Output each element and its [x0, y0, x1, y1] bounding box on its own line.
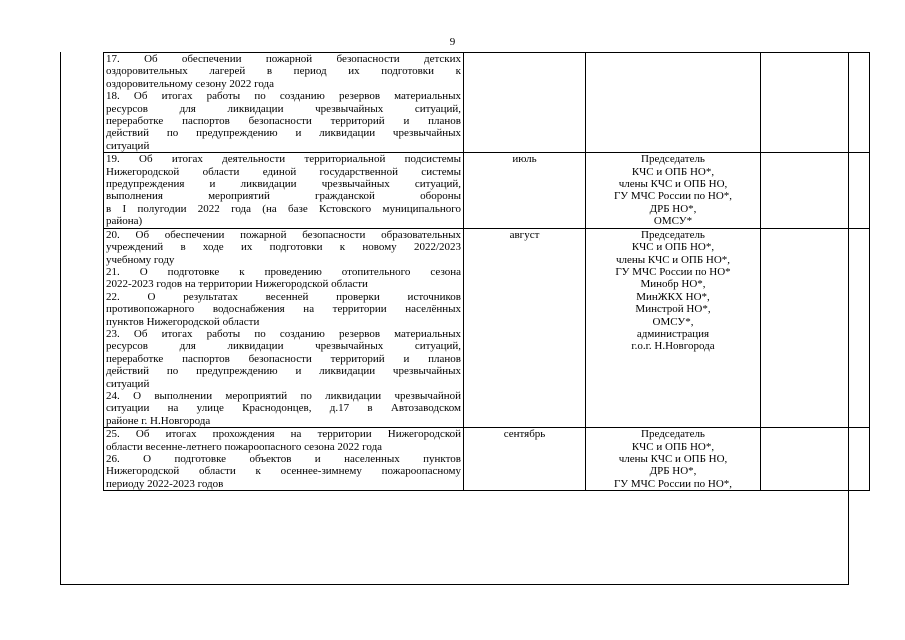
responsible-line: члены КЧС и ОПБ НО*, [615, 253, 731, 266]
agenda-text-line: противопожарного водоснабжения на территории населённых [106, 303, 461, 316]
agenda-text-line: периоду 2022-2023 годов [106, 477, 224, 490]
note-cell [761, 153, 870, 228]
agenda-text-line: выполнения мероприятий гражданской обороны [106, 190, 461, 203]
agenda-text-line: предупреждения и ликвидации чрезвычайных ситуаций, [106, 178, 461, 191]
responsible-cell [586, 228, 761, 428]
responsible-line: КЧС и ОПБ НО*, [631, 165, 715, 178]
agenda-text-line: Нижегородской области к осеннее-зимнему пожароопасному [106, 465, 461, 478]
agenda-text-line: 23. Об итогах работы по созданию резервов материальных [106, 327, 461, 340]
agenda-text-line: 21. О подготовке к проведению отопительного сезона [106, 265, 461, 278]
agenda-text-line: района) [106, 215, 143, 228]
agenda-text-line: ситуации на улице Краснодонцев, д.17 в Автозаводском [106, 402, 461, 415]
agenda-text-line: области весенне-летнего пожароопасного сезона 2022 года [106, 440, 383, 453]
agenda-text-line: действий по предупреждению и ликвидации чрезвычайных [106, 127, 461, 140]
term-cell: июль [464, 153, 586, 228]
responsible-line: ГУ МЧС России по НО*, [613, 477, 733, 490]
responsible-line: ОМСУ* [653, 215, 693, 228]
agenda-text-line: ситуаций [106, 377, 150, 390]
agenda-text-line: 24. О выполнении мероприятий по ликвидации чрезвычайной [106, 389, 461, 402]
note-cell [761, 428, 870, 491]
responsible-cell [586, 153, 761, 228]
responsible-cell [586, 53, 761, 153]
responsible-line: члены КЧС и ОПБ НО, [618, 178, 728, 191]
agenda-text-line: действий по предупреждению и ликвидации чрезвычайных [106, 365, 461, 378]
table-row [104, 228, 870, 428]
agenda-text-line: 26. О подготовке объектов и населенных пунктов [106, 453, 461, 465]
agenda-text-line: 19. Об итогах деятельности территориальной подсистемы [106, 153, 461, 166]
table-row [104, 153, 870, 228]
activity-plan-table [103, 52, 870, 491]
table-row [104, 53, 870, 153]
agenda-text-line: переработке паспортов безопасности территорий и планов [106, 352, 461, 365]
responsible-cell [586, 428, 761, 491]
agenda-text-line: ресурсов для ликвидации чрезвычайных ситуаций, [106, 102, 461, 115]
responsible-line: ГУ МЧС России по НО* [615, 265, 731, 278]
note-cell [761, 53, 870, 153]
agenda-text-line: 25. Об итогах прохождения на территории Нижегородской [106, 428, 461, 441]
agenda-text-line: оздоровительных лагерей в период их подготовки к [106, 65, 461, 78]
agenda-text-line: ситуаций [106, 139, 150, 152]
table-row [104, 428, 870, 491]
responsible-line: администрация [636, 327, 710, 340]
term-cell: сентябрь [464, 428, 586, 491]
agenda-text-line: 20. Об обеспечении пожарной безопасности образовательных [106, 228, 461, 241]
agenda-text-line: районе г. Н.Новгорода [106, 414, 211, 427]
agenda-text-line: пунктов Нижегородской области [106, 315, 260, 328]
responsible-line: члены КЧС и ОПБ НО, [618, 453, 728, 465]
responsible-line: Минстрой НО*, [635, 303, 711, 316]
agenda-text-line: ресурсов для ликвидации чрезвычайных ситуаций, [106, 340, 461, 353]
agenda-items-cell [104, 53, 464, 153]
responsible-line: Председатель [641, 153, 705, 166]
responsible-line: г.о.г. Н.Новгорода [631, 340, 715, 353]
agenda-items-cell [104, 428, 464, 491]
responsible-line: ГУ МЧС России по НО*, [613, 190, 733, 203]
responsible-line: Минобр НО*, [640, 278, 706, 291]
page-number: 9 [449, 36, 456, 48]
agenda-text-line: в I полугодии 2022 года (на базе Кстовского муниципального [106, 202, 461, 215]
responsible-line: КЧС и ОПБ НО*, [631, 241, 715, 254]
agenda-text-line: 18. Об итогах работы по созданию резервов материальных [106, 90, 461, 103]
responsible-line: ДРБ НО*, [649, 465, 697, 478]
agenda-text-line: переработке паспортов безопасности территорий и планов [106, 115, 461, 128]
agenda-text-line: Нижегородской области единой государственной системы [106, 165, 461, 178]
agenda-text-line: 17. Об обеспечении пожарной безопасности детских [106, 53, 461, 65]
agenda-text-line: оздоровительному сезону 2022 года [106, 77, 275, 90]
responsible-line: Председатель [641, 428, 705, 441]
responsible-line: Председатель [641, 228, 705, 241]
responsible-line: КЧС и ОПБ НО*, [631, 440, 715, 453]
responsible-line: ДРБ НО*, [649, 202, 697, 215]
term-cell [464, 53, 586, 153]
note-cell [761, 228, 870, 428]
responsible-line: МинЖКХ НО*, [636, 290, 710, 303]
responsible-line: ОМСУ*, [652, 315, 694, 328]
agenda-text-line: учебному году [106, 253, 175, 266]
term-cell: август [464, 228, 586, 428]
agenda-items-cell [104, 153, 464, 228]
agenda-text-line: 22. О результатах весенней проверки источников [106, 290, 461, 303]
agenda-items-cell [104, 228, 464, 428]
agenda-text-line: 2022-2023 годов на территории Нижегородской области [106, 278, 368, 291]
agenda-text-line: учреждений в ходе их подготовки к новому 2022/2023 [106, 241, 461, 254]
